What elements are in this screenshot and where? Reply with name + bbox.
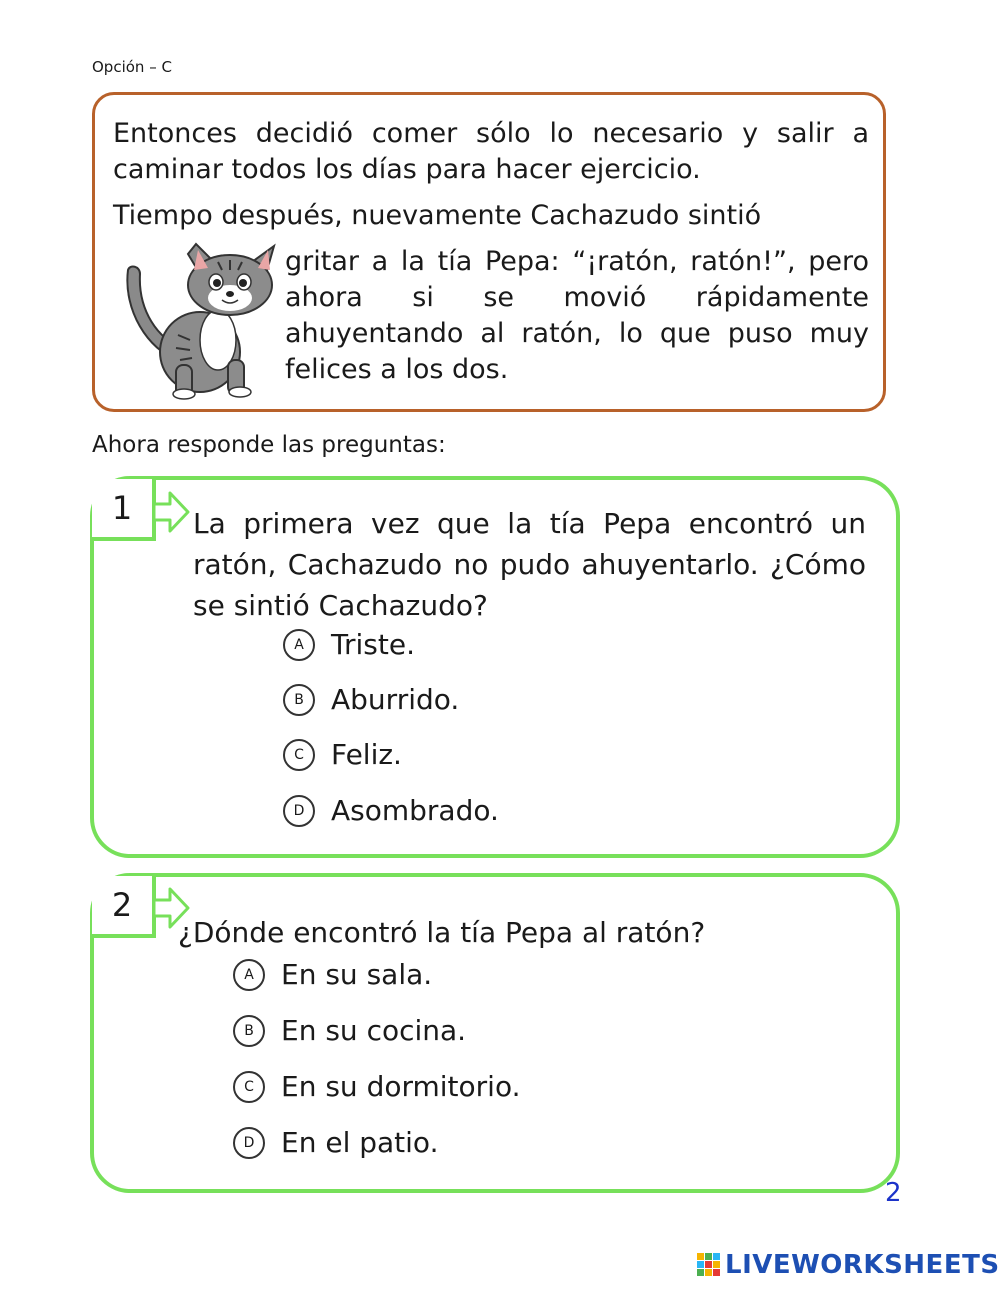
question-1-text: La primera vez que la tía Pepa encontró un ratón, Cachazudo no pudo ahuyentarlo. ¿Cómo se sintió Cachazudo? (193, 507, 866, 622)
option-label: Opción – C (92, 58, 172, 76)
q1-option-d-bubble[interactable]: D (283, 795, 315, 827)
q1-option-a-bubble[interactable]: A (283, 629, 315, 661)
q2-option-b-text: En su cocina. (281, 1014, 467, 1047)
page-number: 2 (885, 1178, 902, 1208)
q1-option-b-bubble[interactable]: B (283, 684, 315, 716)
q2-option-a-text: En su sala. (281, 958, 433, 991)
q1-option-c[interactable] (283, 738, 402, 771)
q1-option-d-text: Asombrado. (331, 794, 499, 827)
instruction-text: Ahora responde las preguntas: (92, 432, 446, 458)
liveworksheets-logo-icon (697, 1253, 721, 1277)
q2-option-a-bubble[interactable]: A (233, 959, 265, 991)
question-2-text: ¿Dónde encontró la tía Pepa al ratón? (178, 916, 706, 949)
q1-option-b[interactable] (283, 683, 459, 716)
q2-option-d-bubble[interactable]: D (233, 1127, 265, 1159)
q2-option-c[interactable] (233, 1070, 521, 1103)
arrow-right-icon (152, 490, 192, 534)
q2-option-b-bubble[interactable]: B (233, 1015, 265, 1047)
q1-option-c-text: Feliz. (331, 738, 402, 771)
q2-option-c-text: En su dormitorio. (281, 1070, 521, 1103)
story-paragraph-2: Tiempo después, nuevamente Cachazudo sintió (113, 200, 762, 231)
question-1-number: 1 (92, 479, 156, 541)
liveworksheets-logo-text: LIVEWORKSHEETS (725, 1250, 1000, 1280)
cat-illustration (118, 240, 283, 400)
story-paragraph-3: gritar a la tía Pepa: “¡ratón, ratón!”, pero ahora si se movió rápidamente ahuyentando al ratón, lo que puso muy felices a los dos. (285, 246, 869, 385)
question-2-number: 2 (92, 876, 156, 938)
story-paragraph-1: Entonces decidió comer sólo lo necesario y salir a caminar todos los días para hacer ejercicio. (113, 118, 869, 185)
q1-option-a[interactable] (283, 628, 415, 661)
q1-option-d[interactable] (283, 794, 499, 827)
q2-option-d-text: En el patio. (281, 1126, 439, 1159)
q1-option-b-text: Aburrido. (331, 683, 460, 716)
q2-option-d[interactable] (233, 1126, 438, 1159)
q1-option-a-text: Triste. (331, 628, 415, 661)
q2-option-b[interactable] (233, 1014, 466, 1047)
q1-option-c-bubble[interactable]: C (283, 739, 315, 771)
q2-option-a[interactable] (233, 958, 432, 991)
liveworksheets-logo[interactable] (697, 1250, 1000, 1280)
q2-option-c-bubble[interactable]: C (233, 1071, 265, 1103)
